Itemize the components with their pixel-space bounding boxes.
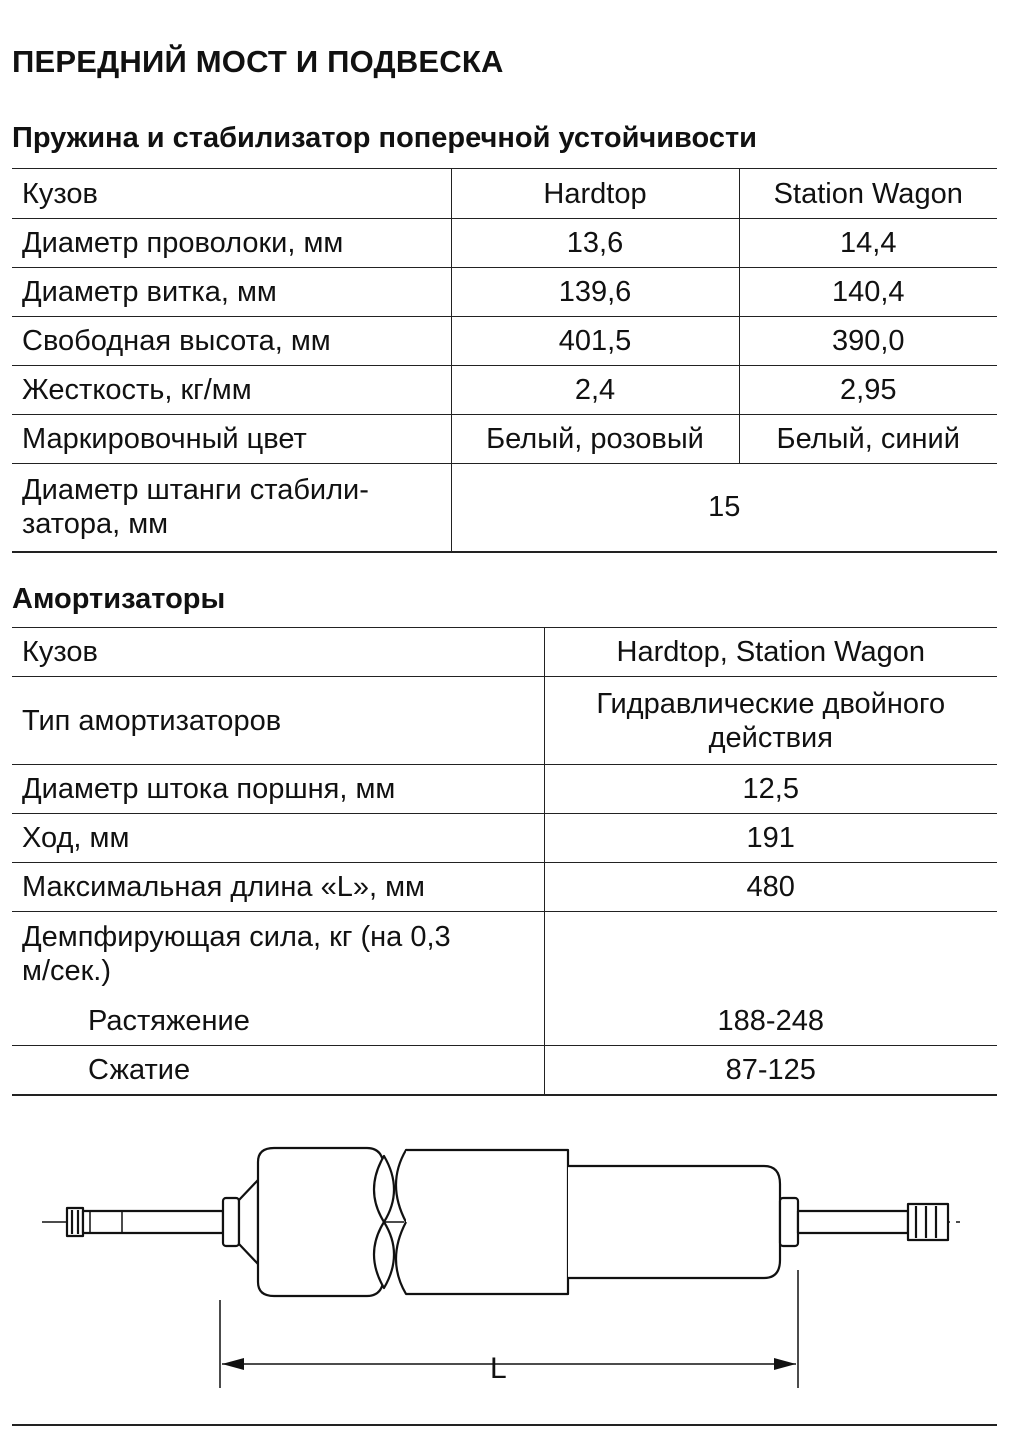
spring-header-row (12, 169, 997, 219)
header-body-label: Кузов (12, 628, 544, 677)
hardtop-value: Белый, розовый (451, 415, 739, 464)
hardtop-value: 139,6 (451, 268, 739, 317)
shock-table (12, 627, 997, 1096)
stabilizer-label-line2: затора, мм (22, 508, 169, 541)
table-row (12, 366, 997, 415)
row-label: Тип амортизаторов (12, 677, 544, 765)
hardtop-value: 13,6 (451, 219, 739, 268)
compression-label: Сжатие (12, 1046, 544, 1095)
stabilizer-row (12, 464, 997, 552)
header-hardtop: Hardtop (451, 169, 739, 219)
lower-cylinder-step (568, 1166, 780, 1278)
damping-extension-row (12, 998, 997, 1046)
compression-value: 87-125 (544, 1046, 997, 1095)
station-wagon-value: Белый, синий (739, 415, 997, 464)
table-row (12, 863, 997, 912)
header-body-label: Кузов (12, 169, 451, 219)
row-label: Диаметр штока поршня, мм (12, 765, 544, 814)
row-label: Диаметр проволоки, мм (12, 219, 451, 268)
station-wagon-value: 390,0 (739, 317, 997, 366)
left-cylinder-section (258, 1148, 384, 1296)
shock-header-row (12, 628, 997, 677)
table-row (12, 219, 997, 268)
row-value: 12,5 (544, 765, 997, 814)
dimension-arrow-left (222, 1358, 244, 1370)
page-title: ПЕРЕДНИЙ МОСТ И ПОДВЕСКА (12, 44, 504, 79)
shock-type-row (12, 677, 997, 765)
stabilizer-label (12, 464, 451, 552)
damping-label-line1: Демпфирующая сила, кг (на 0,3 (22, 921, 451, 953)
damping-heading-row (12, 912, 997, 998)
row-label: Свободная высота, мм (12, 317, 451, 366)
spring-table (12, 168, 997, 553)
stabilizer-label-line1: Диаметр штанги стабили- (22, 474, 369, 507)
right-end-nut (908, 1204, 948, 1240)
station-wagon-value: 140,4 (739, 268, 997, 317)
left-rod (83, 1211, 223, 1233)
bottom-rule (12, 1424, 997, 1426)
shock-type-value (544, 677, 997, 765)
shock-type-line1: Гидравлические двойного (596, 687, 946, 720)
hardtop-value: 401,5 (451, 317, 739, 366)
row-value: 480 (544, 863, 997, 912)
row-label: Диаметр витка, мм (12, 268, 451, 317)
shock-absorber-diagram (12, 1120, 972, 1410)
left-mount-cone (239, 1180, 258, 1264)
table-row (12, 268, 997, 317)
table-row (12, 317, 997, 366)
left-bushing (223, 1198, 239, 1246)
extension-label: Растяжение (12, 998, 544, 1046)
table-row (12, 415, 997, 464)
hardtop-value: 2,4 (451, 366, 739, 415)
damping-compression-row (12, 1046, 997, 1095)
main-cylinder (396, 1150, 568, 1294)
damping-label-line2: м/сек.) (22, 955, 112, 987)
station-wagon-value: 2,95 (739, 366, 997, 415)
row-label: Жесткость, кг/мм (12, 366, 451, 415)
right-rod (798, 1211, 908, 1233)
stabilizer-value: 15 (451, 464, 997, 552)
table-row (12, 814, 997, 863)
row-label: Маркировочный цвет (12, 415, 451, 464)
row-value: 191 (544, 814, 997, 863)
left-end-nut (67, 1208, 83, 1236)
right-bushing (780, 1198, 798, 1246)
station-wagon-value: 14,4 (739, 219, 997, 268)
spring-section-title: Пружина и стабилизатор поперечной устойчивости (12, 122, 757, 154)
damping-value-empty (544, 912, 997, 998)
extension-value: 188-248 (544, 998, 997, 1046)
shock-type-line2: действия (708, 721, 833, 754)
table-row (12, 765, 997, 814)
dimension-label-L: L (490, 1352, 507, 1385)
shock-section-title: Амортизаторы (12, 583, 226, 615)
dimension-arrow-right (774, 1358, 796, 1370)
row-label: Максимальная длина «L», мм (12, 863, 544, 912)
damping-label (12, 912, 544, 998)
header-station-wagon: Station Wagon (739, 169, 997, 219)
header-body-types: Hardtop, Station Wagon (544, 628, 997, 677)
row-label: Ход, мм (12, 814, 544, 863)
